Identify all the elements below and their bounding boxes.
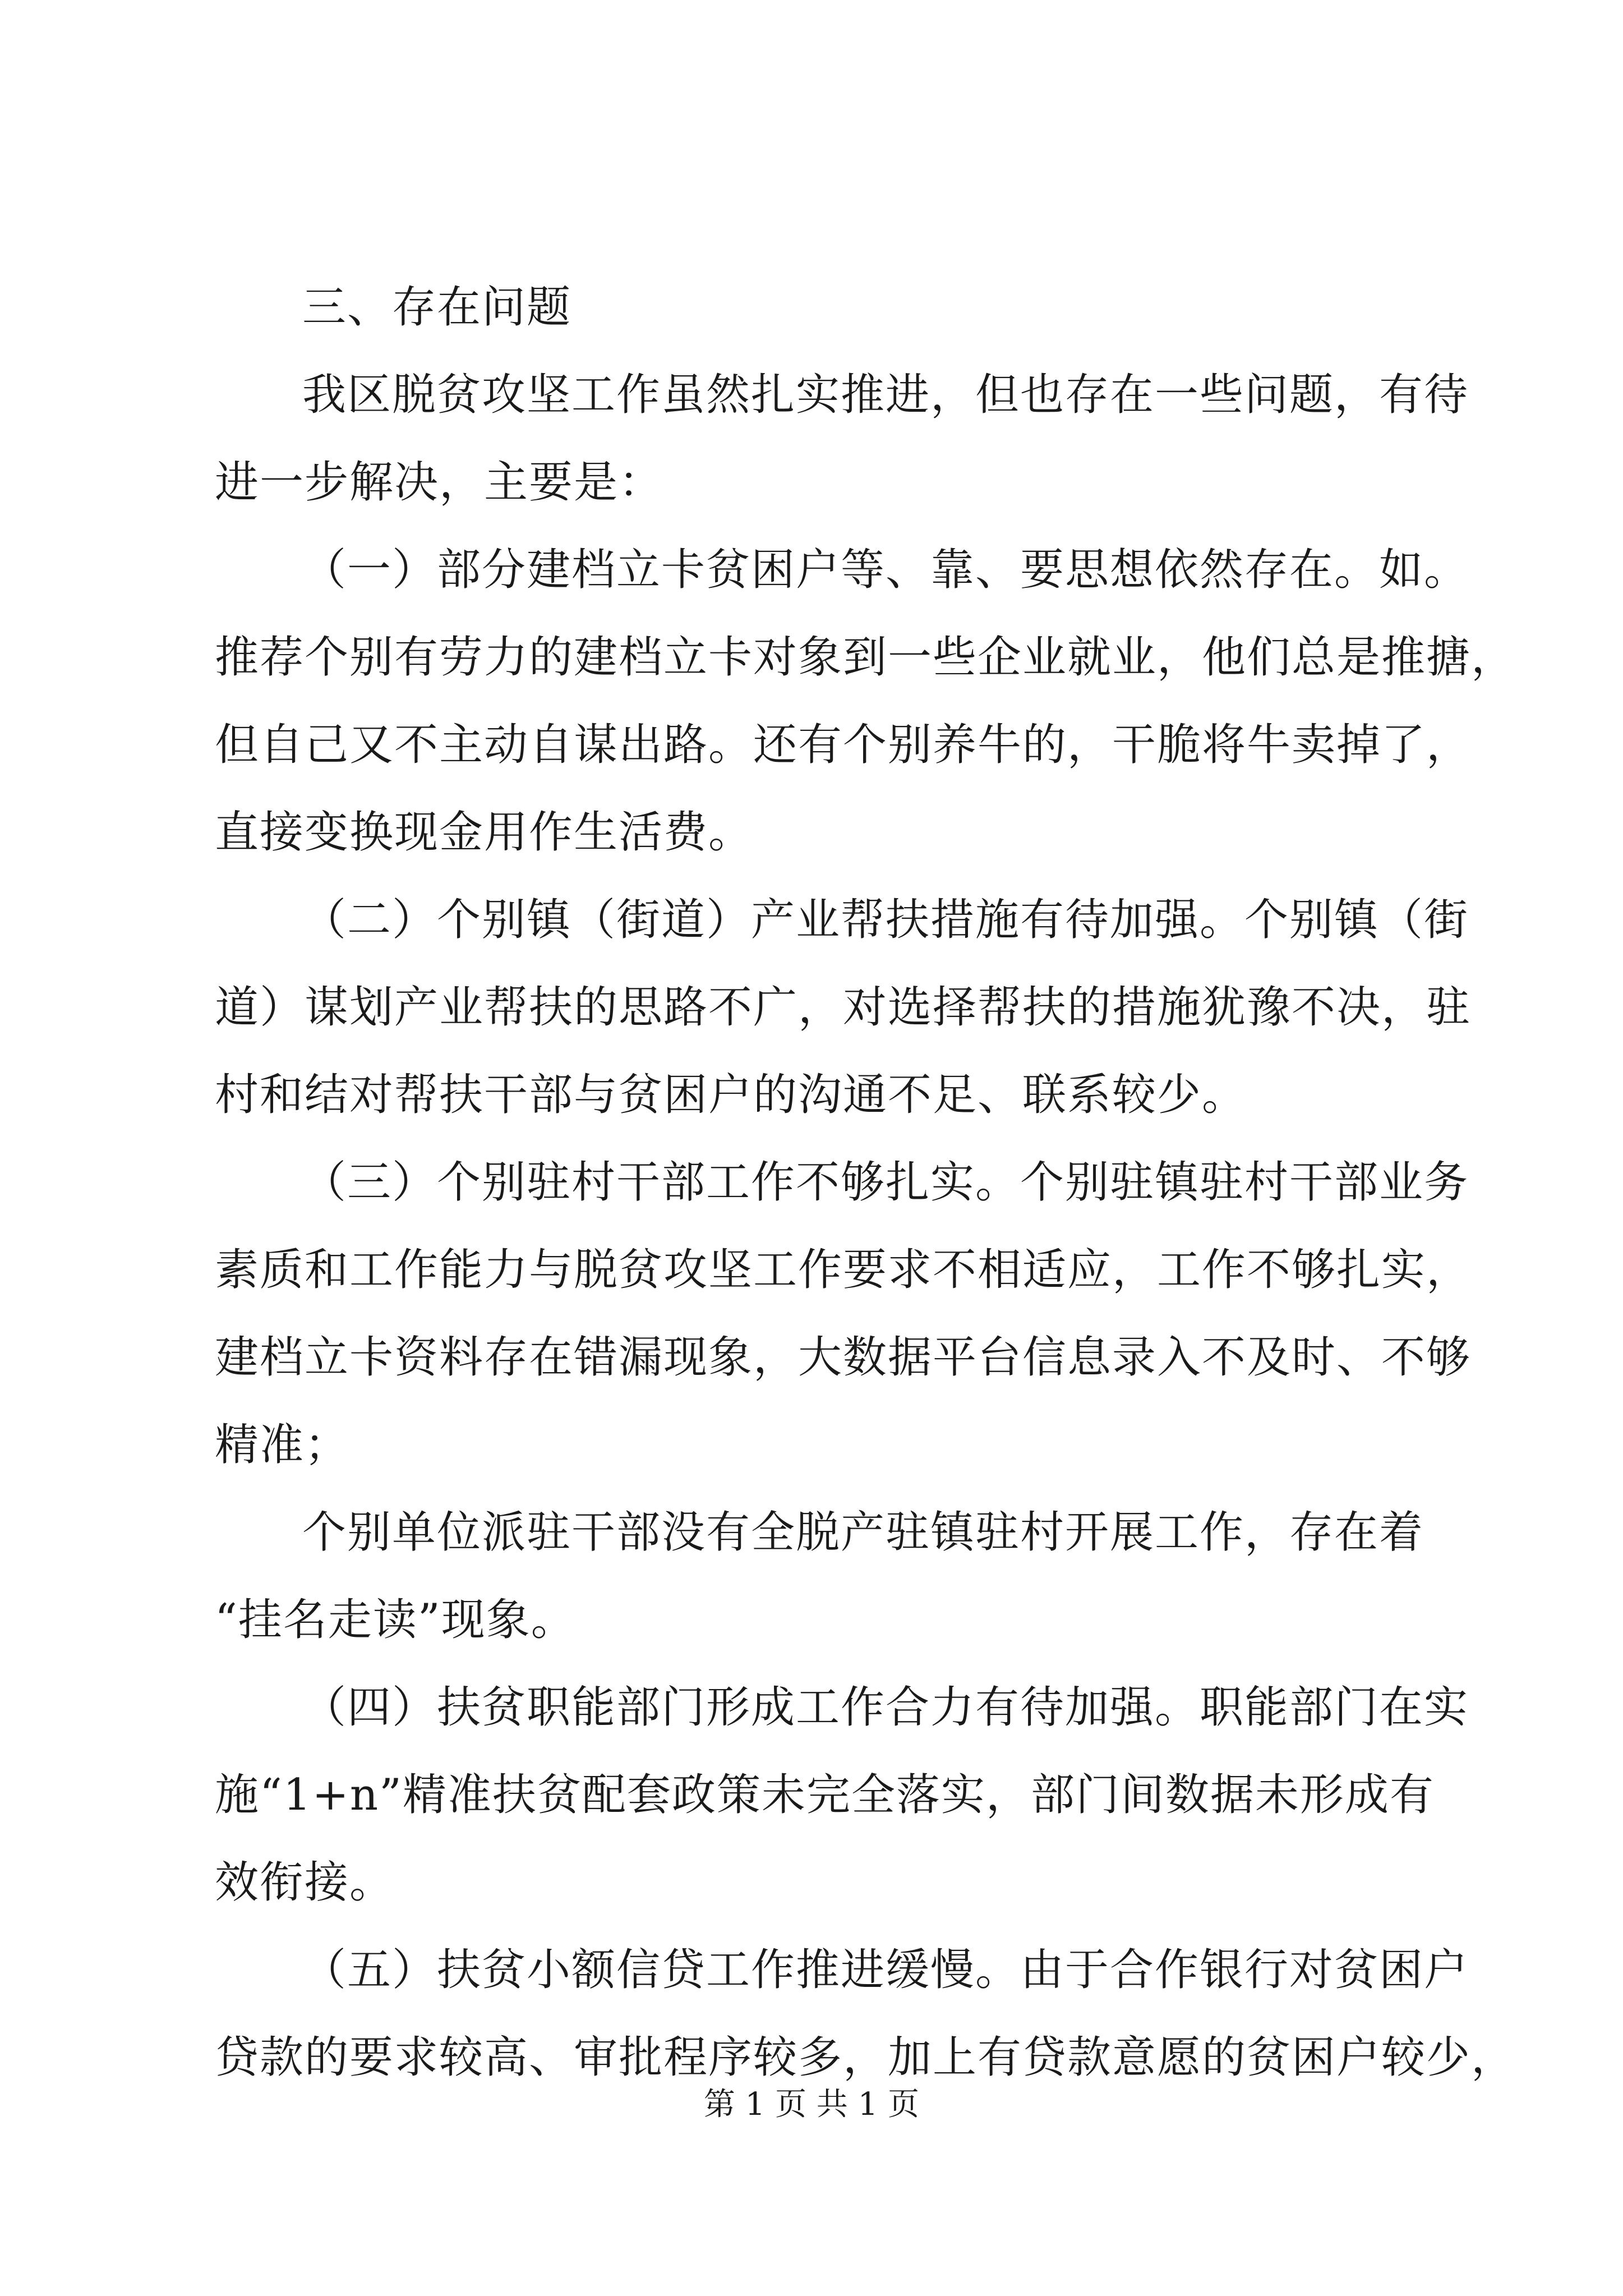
paragraph-line: 效衔接。 xyxy=(215,1857,395,1908)
paragraph-line: 推荐个别有劳力的建档立卡对象到一些企业就业，他们总是推搪， xyxy=(215,632,1516,683)
paragraph-line: 施“1+n”精准扶贫配套政策未完全落实，部门间数据未形成有 xyxy=(215,1770,1435,1820)
paragraph-line: “挂名走读”现象。 xyxy=(215,1595,576,1645)
paragraph-line: （二）个别镇（街道）产业帮扶措施有待加强。个别镇（街 xyxy=(302,895,1469,945)
paragraph-line: （四）扶贫职能部门形成工作合力有待加强。职能部门在实 xyxy=(302,1682,1469,1733)
paragraph-line: （三）个别驻村干部工作不够扎实。个别驻镇驻村干部业务 xyxy=(302,1157,1469,1208)
paragraph-line: 素质和工作能力与脱贫攻坚工作要求不相适应，工作不够扎实， xyxy=(215,1245,1472,1295)
paragraph-line: 直接变换现金用作生活费。 xyxy=(215,807,754,858)
section-heading: 三、存在问题 xyxy=(302,282,572,333)
paragraph-line: 精准； xyxy=(215,1420,350,1470)
paragraph-line: （五）扶贫小额信贷工作推进缓慢。由于合作银行对贫困户 xyxy=(302,1945,1469,1995)
paragraph-line: 建档立卡资料存在错漏现象，大数据平台信息录入不及时、不够 xyxy=(215,1332,1472,1383)
document-body xyxy=(215,264,1516,2101)
paragraph-line: 我区脱贫攻坚工作虽然扎实推进，但也存在一些问题，有待 xyxy=(302,370,1469,420)
paragraph-line: 个别单位派驻干部没有全脱产驻镇驻村开展工作，存在着 xyxy=(302,1507,1424,1558)
paragraph-line: （一）部分建档立卡贫困户等、靠、要思想依然存在。如。 xyxy=(302,545,1469,595)
paragraph-line: 进一步解决，主要是： xyxy=(215,457,664,508)
paragraph-line: 道）谋划产业帮扶的思路不广，对选择帮扶的措施犹豫不决，驻 xyxy=(215,982,1472,1033)
page-footer: 第 1 页 共 1 页 xyxy=(703,2086,920,2123)
paragraph-line: 但自己又不主动自谋出路。还有个别养牛的，干脆将牛卖掉了， xyxy=(215,720,1472,770)
paragraph-line: 贷款的要求较高、审批程序较多，加上有贷款意愿的贫困户较少， xyxy=(215,2032,1516,2083)
paragraph-line: 村和结对帮扶干部与贫困户的沟通不足、联系较少。 xyxy=(215,1070,1247,1120)
